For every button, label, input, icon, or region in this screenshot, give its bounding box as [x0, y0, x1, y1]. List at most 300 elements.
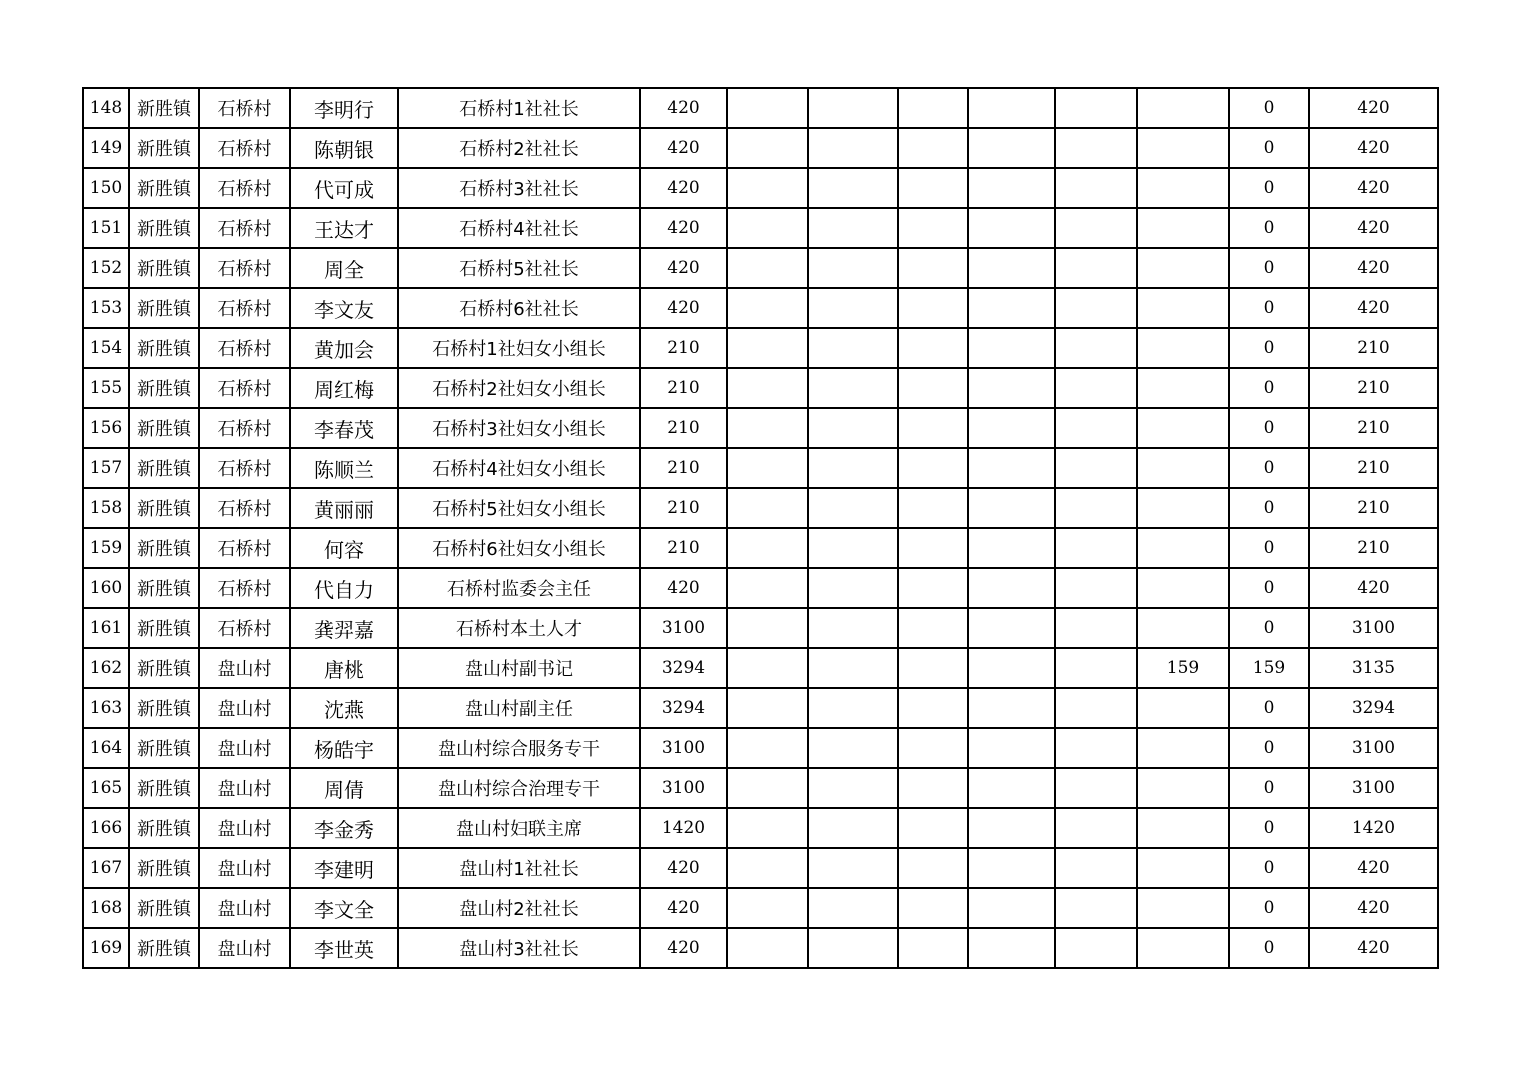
deduction-total-cell: 0: [1229, 88, 1309, 128]
blank-cell-11: [1055, 688, 1137, 728]
blank-cell-11: [1055, 88, 1137, 128]
person-name-cell: 李文友: [290, 288, 398, 328]
blank-cell-9: [898, 208, 968, 248]
blank-cell-10: [968, 88, 1055, 128]
village-cell: 石桥村: [199, 528, 290, 568]
deduction-item-cell: [1137, 128, 1229, 168]
net-total-cell: 420: [1309, 888, 1438, 928]
blank-cell-10: [968, 328, 1055, 368]
blank-cell-10: [968, 168, 1055, 208]
blank-cell-9: [898, 808, 968, 848]
blank-cell-11: [1055, 808, 1137, 848]
position-cell: 石桥村4社社长: [398, 208, 640, 248]
blank-cell-9: [898, 528, 968, 568]
deduction-total-cell: 0: [1229, 928, 1309, 968]
amount-cell: 210: [640, 368, 727, 408]
deduction-total-cell: 0: [1229, 888, 1309, 928]
blank-cell-7: [727, 608, 808, 648]
town-cell: 新胜镇: [129, 88, 199, 128]
blank-cell-7: [727, 88, 808, 128]
blank-cell-9: [898, 328, 968, 368]
serial-number-cell: 169: [83, 928, 129, 968]
village-cell: 石桥村: [199, 288, 290, 328]
town-cell: 新胜镇: [129, 288, 199, 328]
blank-cell-9: [898, 488, 968, 528]
blank-cell-8: [808, 408, 898, 448]
blank-cell-9: [898, 568, 968, 608]
blank-cell-7: [727, 528, 808, 568]
village-cell: 石桥村: [199, 328, 290, 368]
payroll-table: [82, 87, 1439, 969]
position-cell: 石桥村1社社长: [398, 88, 640, 128]
blank-cell-7: [727, 488, 808, 528]
town-cell: 新胜镇: [129, 128, 199, 168]
deduction-item-cell: [1137, 728, 1229, 768]
table-row: [83, 168, 1438, 208]
blank-cell-8: [808, 688, 898, 728]
town-cell: 新胜镇: [129, 208, 199, 248]
table-row: [83, 328, 1438, 368]
village-cell: 盘山村: [199, 768, 290, 808]
table-row: [83, 88, 1438, 128]
amount-cell: 3294: [640, 688, 727, 728]
blank-cell-9: [898, 288, 968, 328]
table-row: [83, 928, 1438, 968]
deduction-item-cell: [1137, 928, 1229, 968]
position-cell: 石桥村2社妇女小组长: [398, 368, 640, 408]
blank-cell-10: [968, 488, 1055, 528]
blank-cell-10: [968, 608, 1055, 648]
table-row: [83, 728, 1438, 768]
position-cell: 盘山村副书记: [398, 648, 640, 688]
deduction-total-cell: 0: [1229, 128, 1309, 168]
deduction-total-cell: 0: [1229, 568, 1309, 608]
blank-cell-9: [898, 368, 968, 408]
table-row: [83, 488, 1438, 528]
blank-cell-11: [1055, 168, 1137, 208]
person-name-cell: 代可成: [290, 168, 398, 208]
net-total-cell: 420: [1309, 848, 1438, 888]
table-row: [83, 808, 1438, 848]
net-total-cell: 210: [1309, 528, 1438, 568]
town-cell: 新胜镇: [129, 688, 199, 728]
position-cell: 石桥村5社妇女小组长: [398, 488, 640, 528]
serial-number-cell: 165: [83, 768, 129, 808]
blank-cell-7: [727, 568, 808, 608]
blank-cell-10: [968, 528, 1055, 568]
blank-cell-8: [808, 208, 898, 248]
blank-cell-11: [1055, 128, 1137, 168]
village-cell: 石桥村: [199, 128, 290, 168]
village-cell: 石桥村: [199, 408, 290, 448]
blank-cell-8: [808, 288, 898, 328]
blank-cell-7: [727, 288, 808, 328]
net-total-cell: 210: [1309, 448, 1438, 488]
amount-cell: 420: [640, 248, 727, 288]
blank-cell-11: [1055, 648, 1137, 688]
town-cell: 新胜镇: [129, 768, 199, 808]
amount-cell: 420: [640, 288, 727, 328]
blank-cell-10: [968, 408, 1055, 448]
payroll-sheet: [82, 87, 1439, 969]
village-cell: 石桥村: [199, 568, 290, 608]
net-total-cell: 420: [1309, 208, 1438, 248]
position-cell: 石桥村4社妇女小组长: [398, 448, 640, 488]
position-cell: 盘山村2社社长: [398, 888, 640, 928]
blank-cell-9: [898, 768, 968, 808]
net-total-cell: 3135: [1309, 648, 1438, 688]
village-cell: 盘山村: [199, 928, 290, 968]
amount-cell: 210: [640, 328, 727, 368]
blank-cell-11: [1055, 528, 1137, 568]
net-total-cell: 1420: [1309, 808, 1438, 848]
amount-cell: 210: [640, 448, 727, 488]
table-row: [83, 568, 1438, 608]
serial-number-cell: 159: [83, 528, 129, 568]
blank-cell-10: [968, 128, 1055, 168]
blank-cell-8: [808, 728, 898, 768]
deduction-total-cell: 0: [1229, 488, 1309, 528]
town-cell: 新胜镇: [129, 928, 199, 968]
blank-cell-11: [1055, 328, 1137, 368]
town-cell: 新胜镇: [129, 568, 199, 608]
blank-cell-9: [898, 128, 968, 168]
blank-cell-9: [898, 408, 968, 448]
serial-number-cell: 158: [83, 488, 129, 528]
blank-cell-10: [968, 568, 1055, 608]
amount-cell: 420: [640, 928, 727, 968]
blank-cell-10: [968, 928, 1055, 968]
blank-cell-8: [808, 488, 898, 528]
serial-number-cell: 148: [83, 88, 129, 128]
serial-number-cell: 163: [83, 688, 129, 728]
blank-cell-11: [1055, 928, 1137, 968]
net-total-cell: 210: [1309, 488, 1438, 528]
blank-cell-11: [1055, 248, 1137, 288]
blank-cell-11: [1055, 288, 1137, 328]
person-name-cell: 李建明: [290, 848, 398, 888]
position-cell: 盘山村妇联主席: [398, 808, 640, 848]
person-name-cell: 龚羿嘉: [290, 608, 398, 648]
serial-number-cell: 160: [83, 568, 129, 608]
blank-cell-7: [727, 728, 808, 768]
blank-cell-11: [1055, 568, 1137, 608]
deduction-item-cell: [1137, 448, 1229, 488]
table-row: [83, 848, 1438, 888]
deduction-total-cell: 0: [1229, 848, 1309, 888]
net-total-cell: 3100: [1309, 768, 1438, 808]
town-cell: 新胜镇: [129, 328, 199, 368]
serial-number-cell: 149: [83, 128, 129, 168]
net-total-cell: 420: [1309, 128, 1438, 168]
blank-cell-9: [898, 248, 968, 288]
net-total-cell: 3100: [1309, 608, 1438, 648]
person-name-cell: 杨皓宇: [290, 728, 398, 768]
town-cell: 新胜镇: [129, 848, 199, 888]
blank-cell-8: [808, 248, 898, 288]
person-name-cell: 何容: [290, 528, 398, 568]
deduction-total-cell: 0: [1229, 328, 1309, 368]
position-cell: 石桥村本土人才: [398, 608, 640, 648]
blank-cell-10: [968, 688, 1055, 728]
deduction-item-cell: [1137, 568, 1229, 608]
blank-cell-7: [727, 328, 808, 368]
blank-cell-10: [968, 288, 1055, 328]
net-total-cell: 210: [1309, 368, 1438, 408]
serial-number-cell: 162: [83, 648, 129, 688]
position-cell: 盘山村3社社长: [398, 928, 640, 968]
amount-cell: 420: [640, 168, 727, 208]
village-cell: 石桥村: [199, 248, 290, 288]
table-row: [83, 648, 1438, 688]
village-cell: 石桥村: [199, 448, 290, 488]
blank-cell-10: [968, 768, 1055, 808]
deduction-total-cell: 0: [1229, 808, 1309, 848]
blank-cell-8: [808, 808, 898, 848]
deduction-item-cell: [1137, 808, 1229, 848]
blank-cell-7: [727, 248, 808, 288]
village-cell: 盘山村: [199, 688, 290, 728]
net-total-cell: 420: [1309, 288, 1438, 328]
amount-cell: 420: [640, 128, 727, 168]
deduction-item-cell: [1137, 248, 1229, 288]
blank-cell-11: [1055, 608, 1137, 648]
blank-cell-8: [808, 128, 898, 168]
blank-cell-11: [1055, 368, 1137, 408]
blank-cell-10: [968, 848, 1055, 888]
position-cell: 盘山村1社社长: [398, 848, 640, 888]
blank-cell-7: [727, 688, 808, 728]
blank-cell-11: [1055, 848, 1137, 888]
person-name-cell: 李春茂: [290, 408, 398, 448]
person-name-cell: 沈燕: [290, 688, 398, 728]
village-cell: 石桥村: [199, 88, 290, 128]
person-name-cell: 王达才: [290, 208, 398, 248]
net-total-cell: 420: [1309, 168, 1438, 208]
deduction-total-cell: 0: [1229, 688, 1309, 728]
person-name-cell: 李世英: [290, 928, 398, 968]
serial-number-cell: 156: [83, 408, 129, 448]
table-row: [83, 608, 1438, 648]
blank-cell-8: [808, 328, 898, 368]
person-name-cell: 陈顺兰: [290, 448, 398, 488]
blank-cell-9: [898, 168, 968, 208]
blank-cell-8: [808, 568, 898, 608]
deduction-total-cell: 0: [1229, 168, 1309, 208]
blank-cell-7: [727, 128, 808, 168]
deduction-total-cell: 0: [1229, 608, 1309, 648]
deduction-total-cell: 0: [1229, 528, 1309, 568]
amount-cell: 420: [640, 208, 727, 248]
serial-number-cell: 155: [83, 368, 129, 408]
serial-number-cell: 150: [83, 168, 129, 208]
deduction-item-cell: [1137, 408, 1229, 448]
serial-number-cell: 166: [83, 808, 129, 848]
deduction-item-cell: [1137, 168, 1229, 208]
deduction-item-cell: 159: [1137, 648, 1229, 688]
town-cell: 新胜镇: [129, 648, 199, 688]
position-cell: 石桥村3社社长: [398, 168, 640, 208]
serial-number-cell: 167: [83, 848, 129, 888]
blank-cell-7: [727, 928, 808, 968]
blank-cell-9: [898, 88, 968, 128]
town-cell: 新胜镇: [129, 888, 199, 928]
person-name-cell: 周红梅: [290, 368, 398, 408]
position-cell: 石桥村监委会主任: [398, 568, 640, 608]
blank-cell-10: [968, 648, 1055, 688]
person-name-cell: 周倩: [290, 768, 398, 808]
blank-cell-7: [727, 168, 808, 208]
blank-cell-11: [1055, 728, 1137, 768]
blank-cell-7: [727, 368, 808, 408]
deduction-total-cell: 0: [1229, 208, 1309, 248]
village-cell: 盘山村: [199, 848, 290, 888]
blank-cell-11: [1055, 488, 1137, 528]
person-name-cell: 黄丽丽: [290, 488, 398, 528]
amount-cell: 210: [640, 408, 727, 448]
amount-cell: 210: [640, 488, 727, 528]
position-cell: 盘山村综合治理专干: [398, 768, 640, 808]
table-row: [83, 288, 1438, 328]
blank-cell-8: [808, 608, 898, 648]
blank-cell-11: [1055, 408, 1137, 448]
serial-number-cell: 164: [83, 728, 129, 768]
table-row: [83, 528, 1438, 568]
village-cell: 石桥村: [199, 208, 290, 248]
person-name-cell: 陈朝银: [290, 128, 398, 168]
town-cell: 新胜镇: [129, 728, 199, 768]
town-cell: 新胜镇: [129, 608, 199, 648]
deduction-total-cell: 0: [1229, 368, 1309, 408]
blank-cell-8: [808, 768, 898, 808]
blank-cell-7: [727, 208, 808, 248]
person-name-cell: 李明行: [290, 88, 398, 128]
village-cell: 盘山村: [199, 888, 290, 928]
blank-cell-11: [1055, 208, 1137, 248]
blank-cell-9: [898, 688, 968, 728]
position-cell: 石桥村1社妇女小组长: [398, 328, 640, 368]
blank-cell-9: [898, 848, 968, 888]
deduction-item-cell: [1137, 88, 1229, 128]
blank-cell-9: [898, 728, 968, 768]
person-name-cell: 黄加会: [290, 328, 398, 368]
blank-cell-8: [808, 528, 898, 568]
town-cell: 新胜镇: [129, 248, 199, 288]
village-cell: 盘山村: [199, 728, 290, 768]
net-total-cell: 420: [1309, 928, 1438, 968]
position-cell: 石桥村6社妇女小组长: [398, 528, 640, 568]
table-row: [83, 208, 1438, 248]
blank-cell-7: [727, 848, 808, 888]
serial-number-cell: 151: [83, 208, 129, 248]
blank-cell-8: [808, 368, 898, 408]
village-cell: 石桥村: [199, 608, 290, 648]
net-total-cell: 3100: [1309, 728, 1438, 768]
blank-cell-7: [727, 768, 808, 808]
position-cell: 盘山村综合服务专干: [398, 728, 640, 768]
town-cell: 新胜镇: [129, 448, 199, 488]
serial-number-cell: 154: [83, 328, 129, 368]
deduction-total-cell: 0: [1229, 248, 1309, 288]
deduction-item-cell: [1137, 688, 1229, 728]
village-cell: 石桥村: [199, 488, 290, 528]
blank-cell-11: [1055, 448, 1137, 488]
blank-cell-8: [808, 448, 898, 488]
person-name-cell: 唐桃: [290, 648, 398, 688]
village-cell: 石桥村: [199, 368, 290, 408]
table-row: [83, 368, 1438, 408]
blank-cell-10: [968, 248, 1055, 288]
blank-cell-10: [968, 728, 1055, 768]
blank-cell-7: [727, 448, 808, 488]
blank-cell-7: [727, 648, 808, 688]
amount-cell: 3294: [640, 648, 727, 688]
serial-number-cell: 152: [83, 248, 129, 288]
blank-cell-9: [898, 448, 968, 488]
blank-cell-11: [1055, 888, 1137, 928]
table-row: [83, 128, 1438, 168]
blank-cell-8: [808, 928, 898, 968]
deduction-item-cell: [1137, 768, 1229, 808]
deduction-total-cell: 0: [1229, 288, 1309, 328]
deduction-item-cell: [1137, 608, 1229, 648]
blank-cell-9: [898, 888, 968, 928]
deduction-item-cell: [1137, 288, 1229, 328]
table-body: [83, 88, 1438, 968]
deduction-total-cell: 0: [1229, 408, 1309, 448]
blank-cell-8: [808, 168, 898, 208]
deduction-item-cell: [1137, 328, 1229, 368]
table-row: [83, 768, 1438, 808]
serial-number-cell: 168: [83, 888, 129, 928]
net-total-cell: 420: [1309, 568, 1438, 608]
deduction-total-cell: 0: [1229, 728, 1309, 768]
person-name-cell: 李金秀: [290, 808, 398, 848]
deduction-total-cell: 0: [1229, 448, 1309, 488]
serial-number-cell: 161: [83, 608, 129, 648]
net-total-cell: 3294: [1309, 688, 1438, 728]
deduction-item-cell: [1137, 208, 1229, 248]
person-name-cell: 代自力: [290, 568, 398, 608]
amount-cell: 3100: [640, 608, 727, 648]
serial-number-cell: 153: [83, 288, 129, 328]
position-cell: 石桥村5社社长: [398, 248, 640, 288]
net-total-cell: 420: [1309, 248, 1438, 288]
table-row: [83, 888, 1438, 928]
village-cell: 石桥村: [199, 168, 290, 208]
village-cell: 盘山村: [199, 648, 290, 688]
blank-cell-10: [968, 208, 1055, 248]
blank-cell-7: [727, 808, 808, 848]
table-row: [83, 688, 1438, 728]
deduction-item-cell: [1137, 528, 1229, 568]
position-cell: 石桥村3社妇女小组长: [398, 408, 640, 448]
blank-cell-7: [727, 888, 808, 928]
blank-cell-10: [968, 368, 1055, 408]
town-cell: 新胜镇: [129, 168, 199, 208]
deduction-item-cell: [1137, 888, 1229, 928]
net-total-cell: 420: [1309, 88, 1438, 128]
position-cell: 石桥村2社社长: [398, 128, 640, 168]
blank-cell-11: [1055, 768, 1137, 808]
blank-cell-9: [898, 928, 968, 968]
deduction-item-cell: [1137, 848, 1229, 888]
deduction-total-cell: 159: [1229, 648, 1309, 688]
amount-cell: 420: [640, 88, 727, 128]
blank-cell-9: [898, 608, 968, 648]
blank-cell-8: [808, 648, 898, 688]
deduction-item-cell: [1137, 488, 1229, 528]
